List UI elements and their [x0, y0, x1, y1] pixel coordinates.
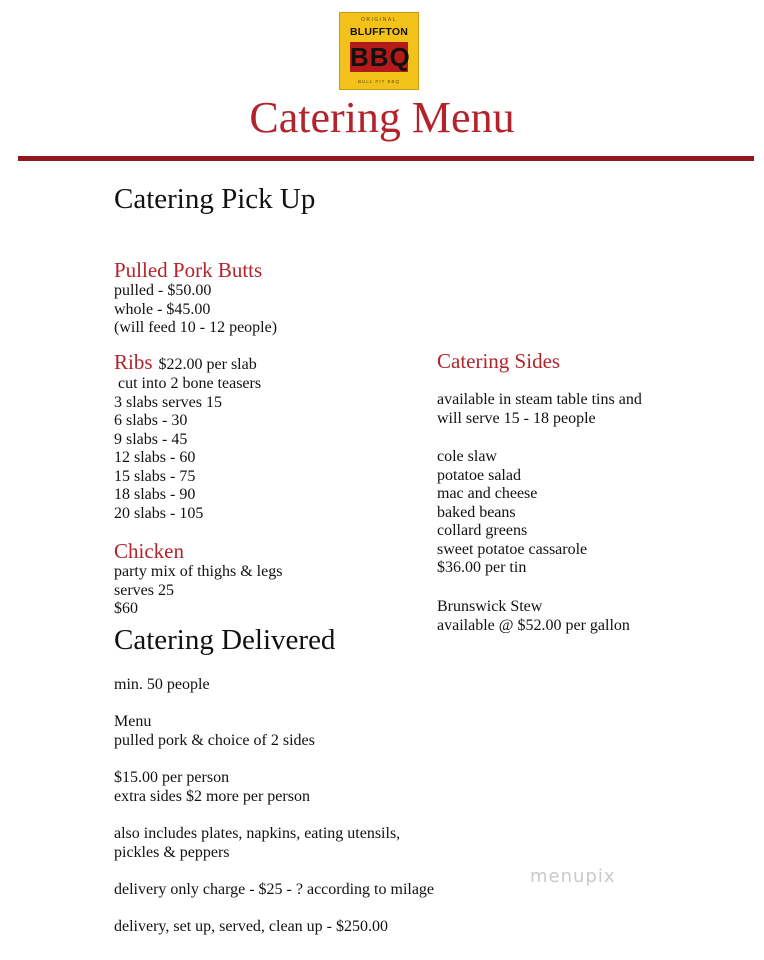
delivered-price-line: $15.00 per person	[114, 769, 230, 786]
sides-intro	[437, 391, 642, 428]
sides-intro-line: will serve 15 - 18 people	[437, 409, 596, 427]
delivered-menu-line: Menu	[114, 713, 152, 730]
delivered-includes	[114, 825, 400, 862]
delivered-menu-line: pulled pork & choice of 2 sides	[114, 731, 315, 749]
chicken-line: $60	[114, 600, 138, 617]
delivered-menu	[114, 713, 315, 750]
pulled-pork-line: pulled - $50.00	[114, 282, 212, 299]
side-item: cole slaw	[437, 448, 497, 465]
logo-name: BLUFFTON	[350, 26, 408, 38]
brunswick-stew	[437, 598, 630, 635]
chicken-line: party mix of thighs & legs	[114, 563, 283, 580]
sides-list	[437, 448, 587, 578]
side-item: mac and cheese	[437, 485, 538, 502]
side-item: baked beans	[437, 503, 516, 521]
ribs-line: 6 slabs - 30	[114, 412, 188, 429]
ribs-line: 20 slabs - 105	[114, 504, 204, 522]
pulled-pork-line: (will feed 10 - 12 people)	[114, 319, 278, 336]
delivered-min: min. 50 people	[114, 676, 210, 693]
side-item: collard greens	[437, 522, 528, 539]
logo-bbq-mark: BBQ	[350, 42, 411, 72]
delivered-price	[114, 769, 310, 806]
delivered-price-line: extra sides $2 more per person	[114, 787, 310, 805]
ribs-line: 12 slabs - 60	[114, 449, 196, 466]
sides-intro-line: available in steam table tins and	[437, 391, 642, 408]
ribs-line: 9 slabs - 45	[114, 430, 188, 448]
ribs-line: cut into 2 bone teasers	[114, 375, 262, 392]
logo-top-text: ORIGINAL	[361, 17, 397, 23]
delivered-heading: Catering Delivered	[114, 624, 336, 656]
ribs-line: 18 slabs - 90	[114, 486, 196, 503]
pulled-pork-line: whole - $45.00	[114, 300, 211, 318]
bluffton-bbq-logo	[339, 12, 419, 90]
menupix-watermark: menupix	[530, 866, 616, 887]
side-item: sweet potatoe cassarole	[437, 540, 588, 558]
ribs-price: $22.00 per slab	[158, 356, 257, 373]
ribs-heading: Ribs	[114, 350, 153, 374]
ribs-line: 3 slabs serves 15	[114, 393, 222, 411]
delivered-includes-line: also includes plates, napkins, eating utensils,	[114, 825, 401, 842]
stew-line: available @ $52.00 per gallon	[437, 616, 630, 634]
sides-heading: Catering Sides	[437, 349, 561, 373]
sides-price: $36.00 per tin	[437, 559, 527, 576]
delivery-charge: delivery only charge - $25 - ? according to milage	[114, 881, 435, 898]
side-item: potatoe salad	[437, 466, 521, 484]
stew-line: Brunswick Stew	[437, 598, 543, 615]
pulled-pork-details	[114, 282, 277, 338]
full-service-charge: delivery, set up, served, clean up - $250.00	[114, 918, 388, 935]
ribs-header	[114, 350, 257, 374]
chicken-line: serves 25	[114, 581, 174, 599]
pickup-heading: Catering Pick Up	[114, 183, 316, 215]
logo-bottom-text: BULL PIT BBQ	[357, 79, 400, 84]
title-divider	[18, 156, 754, 161]
chicken-details	[114, 563, 282, 619]
ribs-line: 15 slabs - 75	[114, 467, 196, 485]
ribs-details	[114, 375, 261, 523]
pulled-pork-heading: Pulled Pork Butts	[114, 258, 263, 282]
chicken-heading: Chicken	[114, 539, 184, 563]
delivered-includes-line: pickles & peppers	[114, 843, 230, 861]
page-title: Catering Menu	[249, 93, 515, 142]
